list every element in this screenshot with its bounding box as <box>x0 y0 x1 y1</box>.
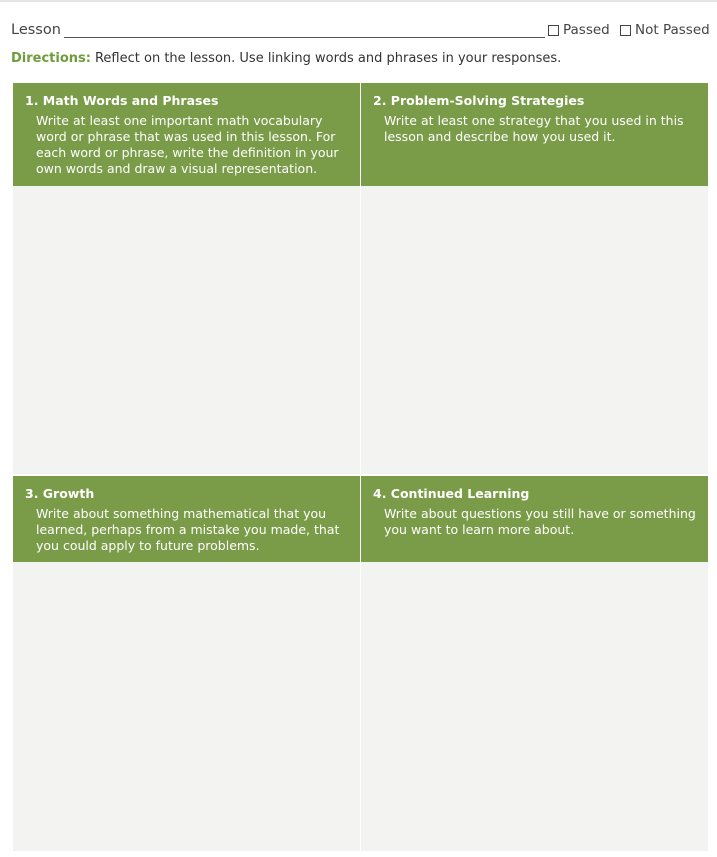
panel-description: Write about questions you still have or something you want to learn more about. <box>384 506 696 537</box>
panel-title: 1. Math Words and Phrases <box>25 93 219 108</box>
top-rule <box>0 0 717 2</box>
panel-continued-learning <box>361 476 708 851</box>
panel-title: 3. Growth <box>25 486 95 501</box>
checkbox-icon[interactable] <box>548 25 559 36</box>
panel-title: 2. Problem-Solving Strategies <box>373 93 585 108</box>
lesson-label: Lesson <box>11 22 61 38</box>
panel-description: Write about something mathematical that you learned, perhaps from a mistake you made, that you could apply to future problems. <box>36 506 340 553</box>
checkbox-icon[interactable] <box>620 25 631 36</box>
response-area[interactable] <box>13 186 360 474</box>
directions <box>11 51 561 66</box>
panel-title: 4. Continued Learning <box>373 486 530 501</box>
not-passed-label: Not Passed <box>635 22 710 38</box>
passed-checkbox[interactable] <box>548 22 610 38</box>
panel-header <box>13 83 360 186</box>
response-area[interactable] <box>361 186 708 474</box>
panel-math-words <box>13 83 360 474</box>
directions-label: Directions: <box>11 51 91 66</box>
lesson-header <box>11 21 711 43</box>
panel-description: Write at least one strategy that you used in this lesson and describe how you used it. <box>384 113 684 144</box>
not-passed-checkbox[interactable] <box>620 22 710 38</box>
panel-header <box>361 476 708 562</box>
panel-header <box>13 476 360 562</box>
panel-problem-solving <box>361 83 708 474</box>
directions-text: Reflect on the lesson. Use linking words and phrases in your responses. <box>94 51 562 66</box>
response-area[interactable] <box>361 562 708 851</box>
response-area[interactable] <box>13 562 360 851</box>
panel-growth <box>13 476 360 851</box>
passed-label: Passed <box>563 22 610 38</box>
panel-description: Write at least one important math vocabulary word or phrase that was used in this lesson. For each word or phrase, write the definition in your own words and draw a visual representation. <box>36 113 339 176</box>
lesson-name-field[interactable] <box>64 37 545 38</box>
panel-header <box>361 83 708 186</box>
